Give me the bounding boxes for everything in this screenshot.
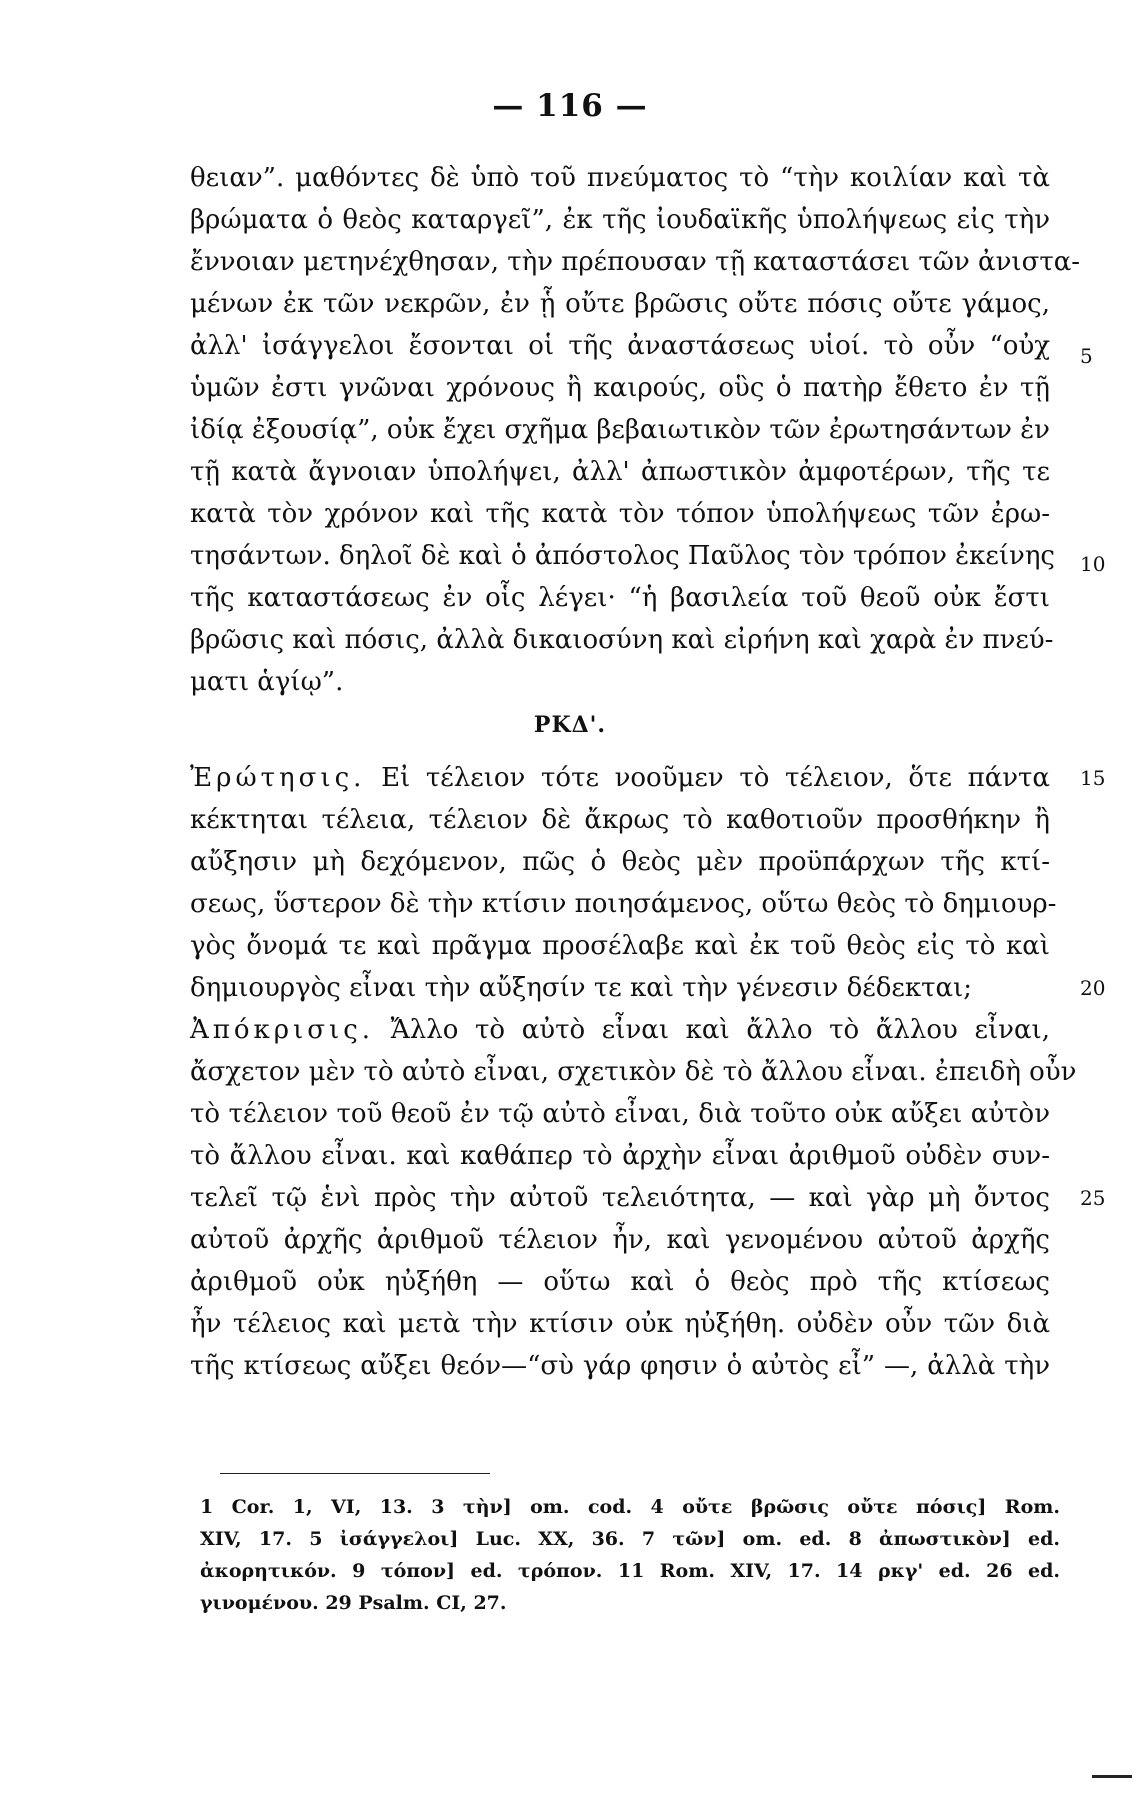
text-line: αὔξησιν μὴ δεχόμενον, πῶς ὁ θεὸς μὲν προϋπάρχων τῆς κτί- <box>190 847 1050 877</box>
text-line: ἦν τέλειος καὶ μετὰ τὴν κτίσιν οὐκ ηὐξήθη. οὐδὲν οὖν τῶν διὰ <box>190 1309 1050 1339</box>
text-line: τῆς κτίσεως αὔξει θεόν—“σὺ γάρ φησιν ὁ αὐτὸς εἶ” —, ἀλλὰ τὴν <box>190 1351 1050 1381</box>
footnote-line: XIV, 17. 5 ἰσάγγελοι] Luc. XX, 36. 7 τῶν] om. ed. 8 ἀπωστικὸν] ed. <box>200 1528 1060 1550</box>
text-line: τῇ κατὰ ἄγνοιαν ὑπολήψει, ἀλλ' ἀπωστικὸν ἀμφοτέρων, τῆς τε <box>190 457 1050 487</box>
page-edge-mark <box>1092 1775 1132 1778</box>
section-heading: ΡΚΔ'. <box>533 712 607 738</box>
text-line: ὑμῶν ἐστι γνῶναι χρόνους ἢ καιρούς, οὓς ὁ πατὴρ ἔθετο ἐν τῇ <box>190 373 1050 403</box>
text-line: βρώματα ὁ θεὸς καταργεῖ”, ἐκ τῆς ἰουδαϊκῆς ὑπολήψεως εἰς τὴν <box>190 205 1050 235</box>
line-number: 25 <box>1080 1186 1106 1210</box>
text-line: τησάντων. δηλοῖ δὲ καὶ ὁ ἀπόστολος Παῦλος τὸν τρόπον ἐκείνης <box>190 541 1055 571</box>
text-line: αὐτοῦ ἀρχῆς ἀριθμοῦ τέλειον ἦν, καὶ γενομένου αὐτοῦ ἀρχῆς <box>190 1225 1050 1255</box>
text-line: ἀριθμοῦ οὐκ ηὐξήθη — οὕτω καὶ ὁ θεὸς πρὸ τῆς κτίσεως <box>190 1267 1050 1297</box>
text-line: ἀλλ' ἰσάγγελοι ἔσονται οἱ τῆς ἀναστάσεως υἱοί. τὸ οὖν “οὐχ <box>190 331 1050 361</box>
footnote-line: 1 Cor. 1, VI, 13. 3 τὴν] om. cod. 4 οὔτε βρῶσις οὔτε πόσις] Rom. <box>200 1496 1060 1518</box>
text-line: τὸ ἄλλου εἶναι. καὶ καθάπερ τὸ ἀρχὴν εἶναι ἀριθμοῦ οὐδὲν συν- <box>190 1141 1050 1171</box>
text-line: ματι ἁγίῳ”. <box>190 667 344 697</box>
line-number: 10 <box>1080 552 1106 576</box>
text-line: ἰδίᾳ ἐξουσίᾳ”, οὐκ ἔχει σχῆμα βεβαιωτικὸν τῶν ἐρωτησάντων ἐν <box>190 415 1050 445</box>
line-number: 20 <box>1080 976 1106 1000</box>
text-line: Ἐρώτησις. Εἰ τέλειον τότε νοοῦμεν τὸ τέλειον, ὅτε πάντα <box>190 763 1050 793</box>
text-line: θειαν”. μαθόντες δὲ ὑπὸ τοῦ πνεύματος τὸ “τὴν κοιλίαν καὶ τὰ <box>190 163 1050 193</box>
text-line: κέκτηται τέλεια, τέλειον δὲ ἄκρως τὸ καθοτιοῦν προσθήκην ἢ <box>190 805 1050 835</box>
text-line: κατὰ τὸν χρόνον καὶ τῆς κατὰ τὸν τόπον ὑπολήψεως τῶν ἐρω- <box>190 499 1050 529</box>
text-line: σεως, ὕστερον δὲ τὴν κτίσιν ποιησάμενος, οὕτω θεὸς τὸ δημιουρ- <box>190 889 1057 919</box>
footnote-divider <box>220 1473 490 1474</box>
text-line: βρῶσις καὶ πόσις, ἀλλὰ δικαιοσύνη καὶ εἰρήνη καὶ χαρὰ ἐν πνεύ- <box>190 625 1054 655</box>
text-line: γὸς ὄνομά τε καὶ πρᾶγμα προσέλαβε καὶ ἐκ τοῦ θεὸς εἰς τὸ καὶ <box>190 931 1050 961</box>
text-line: Ἀπόκρισις. Ἄλλο τὸ αὐτὸ εἶναι καὶ ἄλλο τὸ ἄλλου εἶναι, <box>190 1015 1050 1045</box>
text-line: ἄσχετον μὲν τὸ αὐτὸ εἶναι, σχετικὸν δὲ τὸ ἄλλου εἶναι. ἐπειδὴ οὖν <box>190 1057 1077 1087</box>
footnote-line: γινομένου. 29 Psalm. CI, 27. <box>200 1592 507 1614</box>
footnote-line: ἀκορητικόν. 9 τόπον] ed. τρόπον. 11 Rom. XIV, 17. 14 ρκγ' ed. 26 ed. <box>200 1560 1060 1582</box>
text-line: μένων ἐκ τῶν νεκρῶν, ἐν ᾗ οὔτε βρῶσις οὔτε πόσις οὔτε γάμος, <box>190 289 1050 319</box>
answer-label: Ἀπόκρισις. <box>190 1015 375 1045</box>
line-number: 15 <box>1080 766 1106 790</box>
page-number: — 116 — <box>492 88 648 124</box>
text-line: τὸ τέλειον τοῦ θεοῦ ἐν τῷ αὐτὸ εἶναι, διὰ τοῦτο οὐκ αὔξει αὐτὸν <box>190 1099 1050 1129</box>
text-line: δημιουργὸς εἶναι τὴν αὔξησίν τε καὶ τὴν γένεσιν δέδεκται; <box>190 973 972 1003</box>
text-line: τῆς καταστάσεως ἐν οἷς λέγει· “ἡ βασιλεία τοῦ θεοῦ οὐκ ἔστι <box>190 583 1050 613</box>
question-label: Ἐρώτησις. <box>190 763 366 793</box>
line-number: 5 <box>1080 344 1093 368</box>
text-line: τελεῖ τῷ ἑνὶ πρὸς τὴν αὐτοῦ τελειότητα, — καὶ γὰρ μὴ ὄντος <box>190 1183 1050 1213</box>
text-line: ἔννοιαν μετηνέχθησαν, τὴν πρέπουσαν τῇ καταστάσει τῶν ἀνιστα- <box>190 247 1081 277</box>
